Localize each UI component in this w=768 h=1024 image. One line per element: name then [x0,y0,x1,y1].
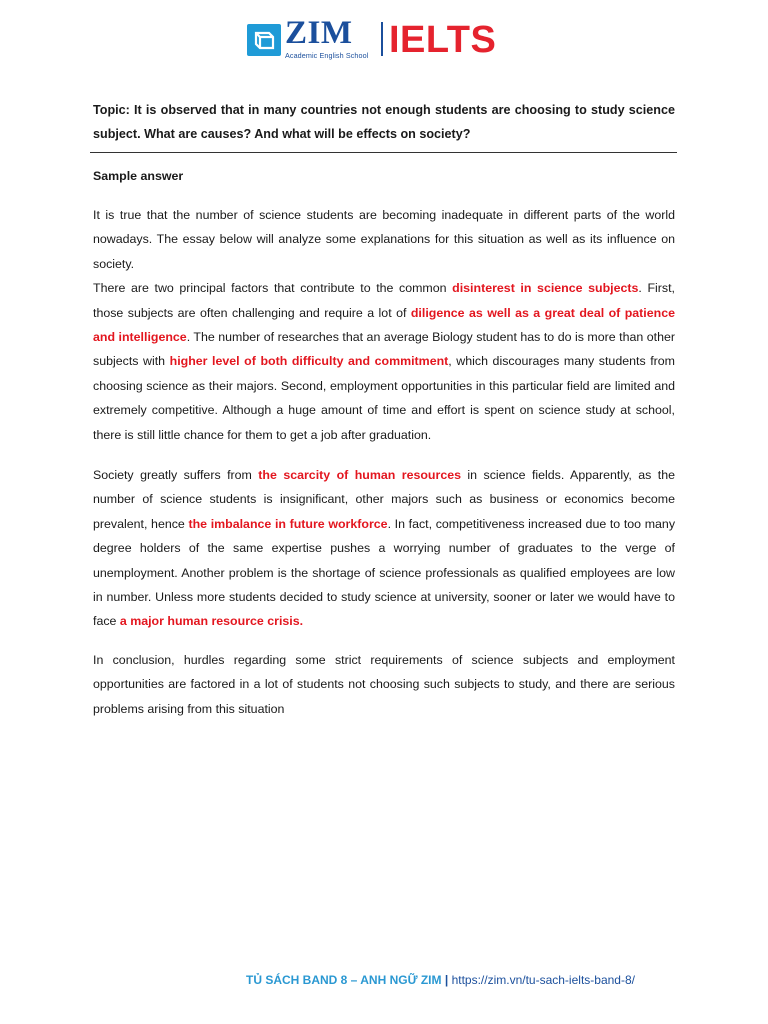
footer-separator: | [444,973,449,987]
paragraph-text: , which discourages many students from choosing science as their majors. Second, employment opportunities in this particular field are limited and extremely competitive. Although a huge amount of time and effort is spent on science study at school, there is still little chance for them to get a job after graduation. [93,354,675,442]
paragraph-text: . First, those subjects are often challenging and require a lot of [93,281,675,320]
essay-paragraph-intro-body1 [93,203,675,447]
highlighted-phrase: diligence as well as a great deal of patience and intelligence [93,305,675,345]
footer-brand: TỦ SÁCH BAND 8 – ANH NGỮ ZIM [246,973,442,987]
logo-divider [381,22,383,56]
logo-subtitle: Academic English School [285,51,369,60]
highlighted-phrase: the imbalance in future workforce [188,516,388,531]
footer-link[interactable]: https://zim.vn/tu-sach-ielts-band-8/ [451,973,635,987]
highlighted-phrase: the scarcity of human resources [258,468,461,482]
paragraph-text: In conclusion, hurdles regarding some strict requirements of science subjects and employment opportunities are factored in a lot of students not choosing such subjects to study, and there are serious problems arising from this situation [93,653,675,716]
paragraph-text: . The number of researches that an average Biology student has to do is more than other subjects with [93,330,675,369]
topic-prompt: Topic: It is observed that in many countries not enough students are choosing to study science subject. What are causes? And what will be effects on society? [93,103,675,141]
essay-paragraph-body2 [93,463,675,634]
intro-text: It is true that the number of science students are becoming inadequate in different parts of the world nowadays. The essay below will analyze some explanations for this situation as well as its influence on society. [93,208,675,271]
book-icon [247,24,281,56]
paragraph-text: There are two principal factors that contribute to the common [93,281,453,296]
zim-ielts-logo [247,15,527,62]
sample-answer-label: Sample answer [93,169,184,183]
logo-zim-text: ZIM [285,15,353,51]
paragraph-text: . In fact, competitiveness increased due to too many degree holders of the same expertise pushes a worrying number of graduates to the verge of unemployment. Another problem is the shortage of science professionals as qualified employees are low in number. Unless more students decided to study science at university, sooner or later we would have to face [93,516,676,629]
essay-paragraph-conclusion [93,648,675,721]
highlighted-phrase: a major human resource crisis. [119,614,304,629]
paragraph-text: in science fields. Apparently, as the number of science students is insignificant, other majors such as business or economics become prevalent, hence [93,468,675,531]
horizontal-divider [90,152,677,153]
logo-ielts-text: IELTS [389,19,497,61]
page-footer [246,973,635,987]
highlighted-phrase: disinterest in science subjects [452,281,639,296]
paragraph-text: Society greatly suffers from [93,468,259,482]
highlighted-phrase: higher level of both difficulty and commitment [169,354,449,369]
